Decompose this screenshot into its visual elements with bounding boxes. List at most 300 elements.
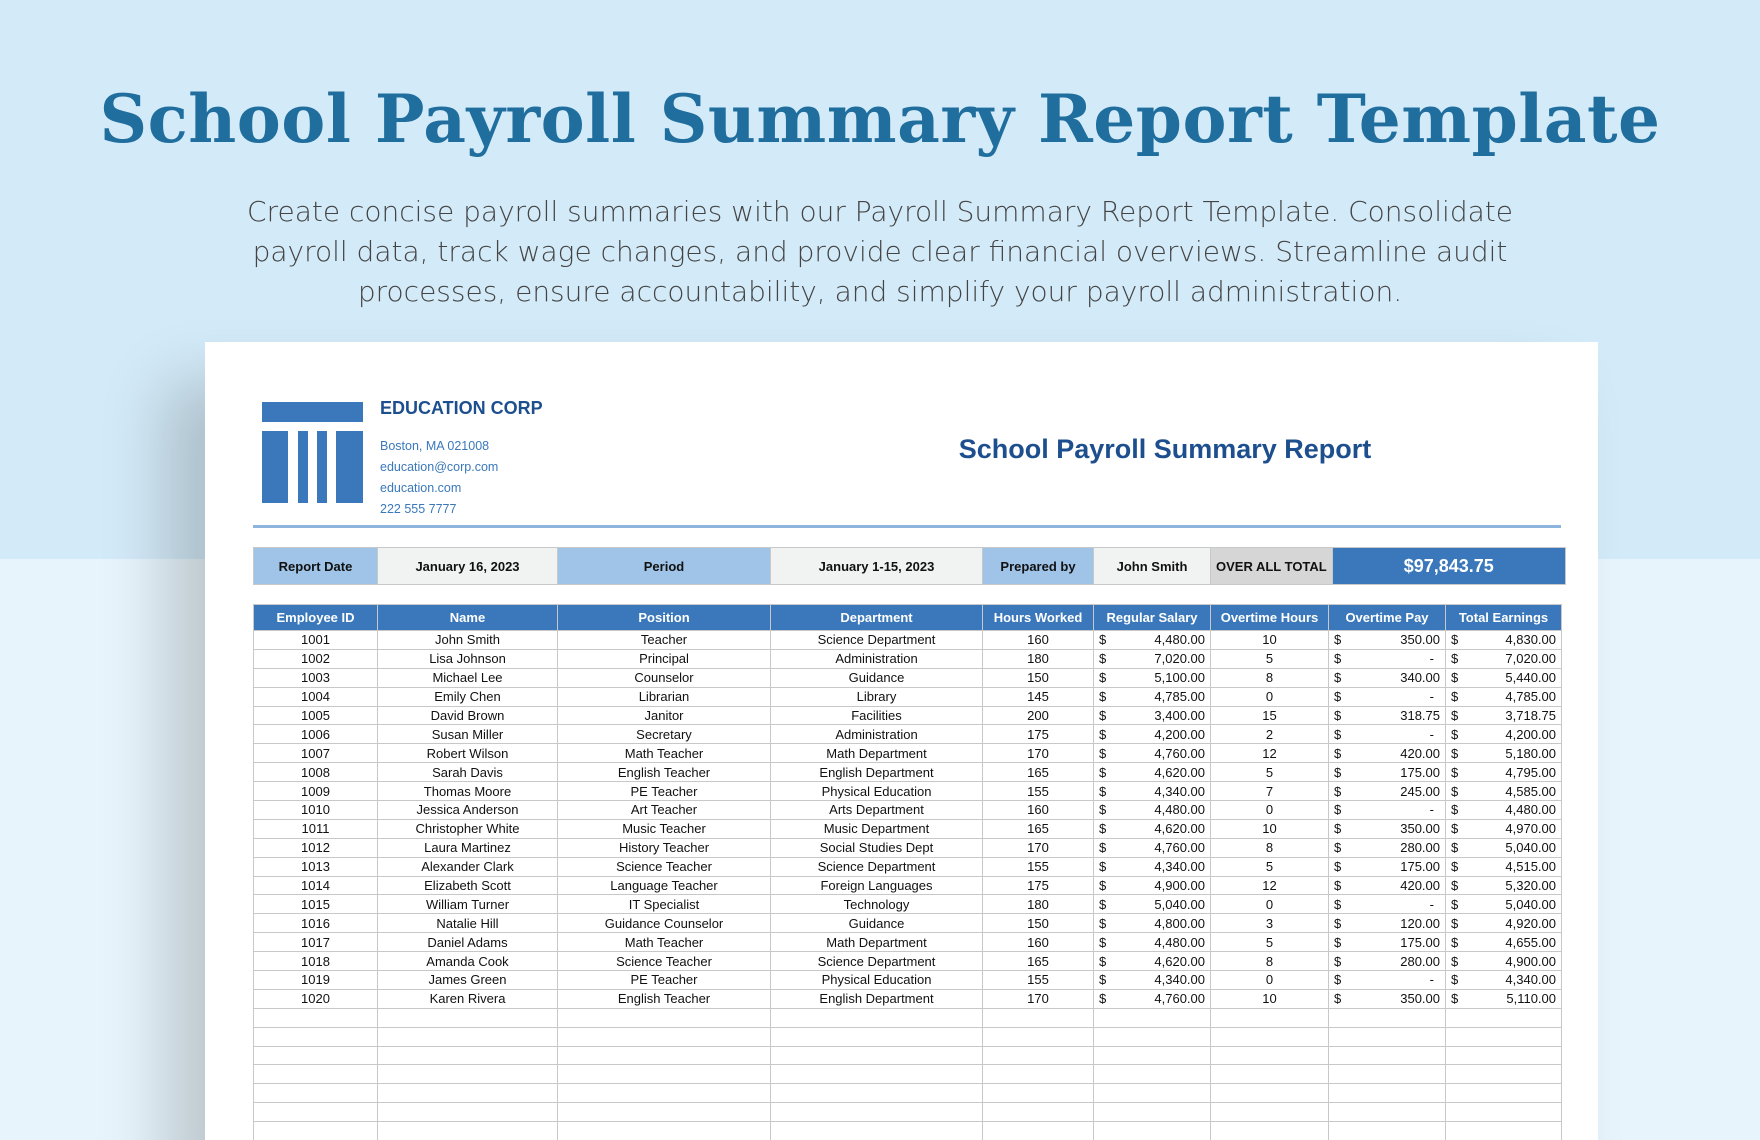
cell-position[interactable]: Science Teacher (558, 857, 771, 876)
cell-total-earnings[interactable] (1446, 989, 1562, 1008)
empty-cell[interactable] (983, 1065, 1094, 1084)
cell-regular-salary[interactable] (1094, 952, 1211, 971)
cell-position[interactable]: PE Teacher (558, 782, 771, 801)
cell-overtime-hours[interactable]: 5 (1211, 649, 1329, 668)
table-row (254, 782, 1562, 801)
cell-employee-id[interactable]: 1015 (254, 895, 378, 914)
cell-regular-salary[interactable] (1094, 687, 1211, 706)
empty-cell[interactable] (771, 1084, 983, 1103)
cell-total-earnings[interactable] (1446, 687, 1562, 706)
cell-hours-worked[interactable]: 155 (983, 971, 1094, 990)
cell-position[interactable]: English Teacher (558, 989, 771, 1008)
cell-total-earnings[interactable] (1446, 876, 1562, 895)
cell-name[interactable]: Michael Lee (378, 668, 558, 687)
empty-cell[interactable] (378, 1103, 558, 1122)
currency-symbol: $ (1099, 745, 1107, 761)
cell-department[interactable]: Physical Education (771, 971, 983, 990)
cell-regular-salary[interactable] (1094, 668, 1211, 687)
empty-cell[interactable] (254, 1046, 378, 1065)
cell-hours-worked[interactable]: 165 (983, 952, 1094, 971)
cell-total-earnings[interactable] (1446, 706, 1562, 725)
cell-regular-salary[interactable] (1094, 631, 1211, 650)
cell-name[interactable]: Daniel Adams (378, 933, 558, 952)
empty-cell[interactable] (983, 1084, 1094, 1103)
cell-employee-id[interactable]: 1016 (254, 914, 378, 933)
currency-symbol: $ (1099, 708, 1107, 723)
currency-symbol: $ (1451, 764, 1459, 780)
empty-cell[interactable] (1211, 1065, 1329, 1084)
empty-cell[interactable] (1211, 1027, 1329, 1046)
cell-department[interactable]: Math Department (771, 933, 983, 952)
cell-overtime-hours[interactable]: 8 (1211, 668, 1329, 687)
empty-cell[interactable] (1094, 1084, 1211, 1103)
cell-position[interactable]: Secretary (558, 725, 771, 744)
cell-overtime-hours[interactable]: 5 (1211, 857, 1329, 876)
cell-employee-id[interactable]: 1020 (254, 989, 378, 1008)
cell-hours-worked[interactable]: 155 (983, 782, 1094, 801)
cell-name[interactable]: Karen Rivera (378, 989, 558, 1008)
currency-symbol: $ (1451, 670, 1459, 686)
cell-position[interactable]: Math Teacher (558, 744, 771, 763)
cell-total-earnings[interactable] (1446, 744, 1562, 763)
cell-overtime-hours[interactable]: 12 (1211, 744, 1329, 763)
cell-name[interactable]: Lisa Johnson (378, 649, 558, 668)
company-logo-icon (262, 402, 363, 503)
cell-hours-worked[interactable]: 155 (983, 857, 1094, 876)
amount: 4,585.00 (1505, 783, 1556, 799)
cell-hours-worked[interactable]: 170 (983, 989, 1094, 1008)
report-date-value[interactable]: January 16, 2023 (378, 548, 558, 585)
empty-cell[interactable] (1446, 1084, 1562, 1103)
cell-department[interactable]: Science Department (771, 857, 983, 876)
cell-regular-salary[interactable] (1094, 725, 1211, 744)
cell-overtime-hours[interactable]: 0 (1211, 687, 1329, 706)
cell-department[interactable]: Arts Department (771, 801, 983, 820)
cell-overtime-pay[interactable] (1329, 782, 1446, 801)
empty-cell[interactable] (558, 1046, 771, 1065)
cell-overtime-hours[interactable]: 10 (1211, 819, 1329, 838)
empty-cell[interactable] (378, 1065, 558, 1084)
cell-hours-worked[interactable]: 145 (983, 687, 1094, 706)
cell-hours-worked[interactable]: 165 (983, 819, 1094, 838)
cell-overtime-hours[interactable]: 5 (1211, 933, 1329, 952)
cell-overtime-hours[interactable]: 5 (1211, 763, 1329, 782)
currency-symbol: $ (1334, 953, 1342, 969)
cell-total-earnings[interactable] (1446, 763, 1562, 782)
cell-hours-worked[interactable]: 170 (983, 838, 1094, 857)
payroll-table (253, 604, 1562, 1140)
cell-hours-worked[interactable]: 165 (983, 763, 1094, 782)
cell-name[interactable]: John Smith (378, 631, 558, 650)
currency-symbol: $ (1099, 953, 1107, 969)
cell-employee-id[interactable]: 1010 (254, 801, 378, 820)
cell-overtime-pay[interactable] (1329, 971, 1446, 990)
empty-cell[interactable] (1329, 1084, 1446, 1103)
cell-employee-id[interactable]: 1017 (254, 933, 378, 952)
cell-overtime-pay[interactable] (1329, 744, 1446, 763)
cell-name[interactable]: Elizabeth Scott (378, 876, 558, 895)
cell-overtime-hours[interactable]: 0 (1211, 895, 1329, 914)
empty-cell[interactable] (254, 1084, 378, 1103)
cell-name[interactable]: James Green (378, 971, 558, 990)
empty-cell[interactable] (558, 1008, 771, 1027)
cell-hours-worked[interactable]: 160 (983, 801, 1094, 820)
empty-cell[interactable] (1329, 1046, 1446, 1065)
currency-symbol: $ (1099, 878, 1107, 894)
empty-cell[interactable] (1211, 1122, 1329, 1140)
empty-cell[interactable] (1094, 1008, 1211, 1027)
cell-overtime-pay[interactable] (1329, 706, 1446, 725)
currency-symbol: $ (1451, 689, 1459, 705)
cell-employee-id[interactable]: 1014 (254, 876, 378, 895)
column-header-hours-worked[interactable]: Hours Worked (983, 605, 1094, 631)
cell-employee-id[interactable]: 1007 (254, 744, 378, 763)
empty-cell[interactable] (254, 1122, 378, 1140)
cell-department[interactable]: Guidance (771, 914, 983, 933)
column-header-regular-salary[interactable]: Regular Salary (1094, 605, 1211, 631)
empty-cell[interactable] (983, 1008, 1094, 1027)
empty-cell[interactable] (1211, 1084, 1329, 1103)
cell-regular-salary[interactable] (1094, 744, 1211, 763)
cell-position[interactable]: IT Specialist (558, 895, 771, 914)
currency-symbol: $ (1099, 632, 1107, 648)
cell-name[interactable]: Natalie Hill (378, 914, 558, 933)
currency-symbol: $ (1099, 896, 1107, 912)
cell-overtime-pay[interactable] (1329, 838, 1446, 857)
cell-overtime-hours[interactable]: 3 (1211, 914, 1329, 933)
currency-symbol: $ (1451, 840, 1459, 856)
cell-name[interactable]: Alexander Clark (378, 857, 558, 876)
cell-hours-worked[interactable]: 160 (983, 933, 1094, 952)
cell-hours-worked[interactable]: 170 (983, 744, 1094, 763)
cell-regular-salary[interactable] (1094, 989, 1211, 1008)
currency-symbol: $ (1451, 783, 1459, 799)
amount: 4,655.00 (1505, 934, 1556, 950)
empty-cell[interactable] (558, 1065, 771, 1084)
cell-position[interactable]: Art Teacher (558, 801, 771, 820)
cell-name[interactable]: Emily Chen (378, 687, 558, 706)
empty-cell[interactable] (1329, 1065, 1446, 1084)
cell-employee-id[interactable]: 1003 (254, 668, 378, 687)
empty-cell[interactable] (1446, 1065, 1562, 1084)
cell-employee-id[interactable]: 1004 (254, 687, 378, 706)
cell-total-earnings[interactable] (1446, 933, 1562, 952)
cell-name[interactable]: David Brown (378, 706, 558, 725)
column-header-name[interactable]: Name (378, 605, 558, 631)
cell-hours-worked[interactable]: 175 (983, 725, 1094, 744)
cell-department[interactable]: Administration (771, 649, 983, 668)
cell-department[interactable]: Administration (771, 725, 983, 744)
cell-overtime-hours[interactable]: 7 (1211, 782, 1329, 801)
currency-symbol: $ (1099, 859, 1107, 875)
cell-hours-worked[interactable]: 180 (983, 895, 1094, 914)
empty-cell[interactable] (1211, 1008, 1329, 1027)
amount: 5,440.00 (1505, 670, 1556, 686)
cell-department[interactable]: Facilities (771, 706, 983, 725)
empty-cell[interactable] (1329, 1103, 1446, 1122)
cell-department[interactable]: Guidance (771, 668, 983, 687)
amount: 4,900.00 (1154, 878, 1205, 894)
cell-overtime-hours[interactable]: 10 (1211, 989, 1329, 1008)
cell-position[interactable]: Science Teacher (558, 952, 771, 971)
cell-name[interactable]: Laura Martinez (378, 838, 558, 857)
empty-cell[interactable] (1329, 1027, 1446, 1046)
empty-cell[interactable] (254, 1008, 378, 1027)
cell-department[interactable]: English Department (771, 763, 983, 782)
cell-overtime-pay[interactable] (1329, 989, 1446, 1008)
cell-hours-worked[interactable]: 150 (983, 914, 1094, 933)
empty-cell[interactable] (1211, 1103, 1329, 1122)
currency-symbol: $ (1099, 783, 1107, 799)
empty-cell[interactable] (1094, 1065, 1211, 1084)
cell-employee-id[interactable]: 1009 (254, 782, 378, 801)
cell-position[interactable]: Librarian (558, 687, 771, 706)
empty-cell[interactable] (558, 1084, 771, 1103)
cell-regular-salary[interactable] (1094, 971, 1211, 990)
cell-overtime-pay[interactable] (1329, 668, 1446, 687)
cell-name[interactable]: Susan Miller (378, 725, 558, 744)
empty-row (254, 1046, 1562, 1065)
cell-position[interactable]: English Teacher (558, 763, 771, 782)
column-header-employee-id[interactable]: Employee ID (254, 605, 378, 631)
cell-department[interactable]: Foreign Languages (771, 876, 983, 895)
cell-regular-salary[interactable] (1094, 782, 1211, 801)
empty-cell[interactable] (378, 1122, 558, 1140)
empty-cell[interactable] (1329, 1008, 1446, 1027)
table-row (254, 876, 1562, 895)
cell-total-earnings[interactable] (1446, 649, 1562, 668)
cell-department[interactable]: Social Studies Dept (771, 838, 983, 857)
cell-overtime-pay[interactable] (1329, 914, 1446, 933)
amount: 175.00 (1400, 934, 1440, 950)
currency-symbol: $ (1451, 972, 1459, 988)
cell-name[interactable]: Robert Wilson (378, 744, 558, 763)
empty-cell[interactable] (771, 1008, 983, 1027)
empty-row (254, 1084, 1562, 1103)
column-header-department[interactable]: Department (771, 605, 983, 631)
cell-hours-worked[interactable]: 180 (983, 649, 1094, 668)
cell-employee-id[interactable]: 1001 (254, 631, 378, 650)
cell-name[interactable]: Christopher White (378, 819, 558, 838)
cell-department[interactable]: Technology (771, 895, 983, 914)
empty-cell[interactable] (983, 1046, 1094, 1065)
cell-total-earnings[interactable] (1446, 631, 1562, 650)
cell-hours-worked[interactable]: 160 (983, 631, 1094, 650)
empty-cell[interactable] (771, 1122, 983, 1140)
cell-overtime-hours[interactable]: 12 (1211, 876, 1329, 895)
empty-cell[interactable] (1446, 1046, 1562, 1065)
empty-cell[interactable] (771, 1103, 983, 1122)
cell-position[interactable]: Teacher (558, 631, 771, 650)
cell-position[interactable]: Janitor (558, 706, 771, 725)
cell-overtime-pay[interactable] (1329, 876, 1446, 895)
company-website[interactable]: education.com (380, 481, 462, 495)
cell-regular-salary[interactable] (1094, 706, 1211, 725)
empty-cell[interactable] (983, 1027, 1094, 1046)
empty-cell[interactable] (983, 1103, 1094, 1122)
cell-hours-worked[interactable]: 150 (983, 668, 1094, 687)
cell-overtime-hours[interactable]: 0 (1211, 801, 1329, 820)
cell-department[interactable]: Math Department (771, 744, 983, 763)
cell-overtime-pay[interactable] (1329, 763, 1446, 782)
cell-position[interactable]: Counselor (558, 668, 771, 687)
cell-overtime-pay[interactable] (1329, 801, 1446, 820)
cell-department[interactable]: Science Department (771, 952, 983, 971)
cell-total-earnings[interactable] (1446, 801, 1562, 820)
cell-position[interactable]: Guidance Counselor (558, 914, 771, 933)
cell-total-earnings[interactable] (1446, 952, 1562, 971)
cell-hours-worked[interactable]: 200 (983, 706, 1094, 725)
cell-regular-salary[interactable] (1094, 933, 1211, 952)
table-row (254, 838, 1562, 857)
amount: 245.00 (1400, 783, 1440, 799)
cell-department[interactable]: Library (771, 687, 983, 706)
empty-cell[interactable] (558, 1027, 771, 1046)
amount: 5,040.00 (1505, 840, 1556, 856)
amount: 4,785.00 (1505, 689, 1556, 705)
cell-position[interactable]: Principal (558, 649, 771, 668)
cell-employee-id[interactable]: 1012 (254, 838, 378, 857)
currency-symbol: $ (1334, 934, 1342, 950)
cell-employee-id[interactable]: 1008 (254, 763, 378, 782)
cell-name[interactable]: William Turner (378, 895, 558, 914)
cell-regular-salary[interactable] (1094, 895, 1211, 914)
empty-cell[interactable] (1094, 1046, 1211, 1065)
cell-overtime-pay[interactable] (1329, 895, 1446, 914)
cell-department[interactable]: English Department (771, 989, 983, 1008)
cell-regular-salary[interactable] (1094, 876, 1211, 895)
currency-symbol: $ (1451, 802, 1459, 818)
empty-cell[interactable] (254, 1027, 378, 1046)
cell-employee-id[interactable]: 1019 (254, 971, 378, 990)
cell-total-earnings[interactable] (1446, 725, 1562, 744)
empty-cell[interactable] (378, 1046, 558, 1065)
cell-position[interactable]: History Teacher (558, 838, 771, 857)
cell-overtime-hours[interactable]: 8 (1211, 838, 1329, 857)
empty-cell[interactable] (1329, 1122, 1446, 1140)
empty-cell[interactable] (1094, 1103, 1211, 1122)
table-row (254, 914, 1562, 933)
cell-total-earnings[interactable] (1446, 782, 1562, 801)
table-row (254, 819, 1562, 838)
currency-symbol: $ (1334, 764, 1342, 780)
cell-regular-salary[interactable] (1094, 649, 1211, 668)
cell-position[interactable]: Music Teacher (558, 819, 771, 838)
cell-employee-id[interactable]: 1011 (254, 819, 378, 838)
cell-overtime-pay[interactable] (1329, 725, 1446, 744)
column-header-position[interactable]: Position (558, 605, 771, 631)
cell-total-earnings[interactable] (1446, 838, 1562, 857)
cell-total-earnings[interactable] (1446, 857, 1562, 876)
empty-cell[interactable] (1446, 1103, 1562, 1122)
cell-regular-salary[interactable] (1094, 819, 1211, 838)
cell-regular-salary[interactable] (1094, 763, 1211, 782)
cell-employee-id[interactable]: 1018 (254, 952, 378, 971)
empty-cell[interactable] (771, 1046, 983, 1065)
empty-cell[interactable] (1446, 1027, 1562, 1046)
cell-name[interactable]: Amanda Cook (378, 952, 558, 971)
column-header-total-earnings[interactable]: Total Earnings (1446, 605, 1562, 631)
empty-cell[interactable] (378, 1084, 558, 1103)
cell-overtime-pay[interactable] (1329, 631, 1446, 650)
cell-position[interactable]: Language Teacher (558, 876, 771, 895)
cell-employee-id[interactable]: 1006 (254, 725, 378, 744)
empty-cell[interactable] (558, 1122, 771, 1140)
cell-overtime-pay[interactable] (1329, 819, 1446, 838)
cell-overtime-hours[interactable]: 8 (1211, 952, 1329, 971)
empty-cell[interactable] (558, 1103, 771, 1122)
cell-overtime-hours[interactable]: 10 (1211, 631, 1329, 650)
cell-overtime-pay[interactable] (1329, 933, 1446, 952)
currency-symbol: $ (1334, 708, 1342, 723)
cell-position[interactable]: Math Teacher (558, 933, 771, 952)
empty-cell[interactable] (983, 1122, 1094, 1140)
currency-symbol: $ (1334, 651, 1342, 667)
page-title: School Payroll Summary Report Template (99, 80, 1661, 158)
cell-regular-salary[interactable] (1094, 838, 1211, 857)
empty-cell[interactable] (254, 1065, 378, 1084)
empty-cell[interactable] (378, 1008, 558, 1027)
cell-regular-salary[interactable] (1094, 801, 1211, 820)
amount: 4,830.00 (1505, 632, 1556, 648)
amount: 4,340.00 (1505, 972, 1556, 988)
empty-cell[interactable] (254, 1103, 378, 1122)
currency-symbol: $ (1334, 689, 1342, 705)
table-row (254, 971, 1562, 990)
amount: 5,110.00 (1506, 991, 1556, 1007)
cell-total-earnings[interactable] (1446, 914, 1562, 933)
cell-department[interactable]: Music Department (771, 819, 983, 838)
cell-department[interactable]: Physical Education (771, 782, 983, 801)
cell-overtime-pay[interactable] (1329, 687, 1446, 706)
cell-employee-id[interactable]: 1013 (254, 857, 378, 876)
cell-overtime-pay[interactable] (1329, 649, 1446, 668)
cell-overtime-hours[interactable]: 0 (1211, 971, 1329, 990)
cell-overtime-hours[interactable]: 15 (1211, 706, 1329, 725)
column-header-overtime-pay[interactable]: Overtime Pay (1329, 605, 1446, 631)
column-header-overtime-hours[interactable]: Overtime Hours (1211, 605, 1329, 631)
cell-total-earnings[interactable] (1446, 971, 1562, 990)
empty-cell[interactable] (1094, 1027, 1211, 1046)
empty-cell[interactable] (771, 1065, 983, 1084)
cell-name[interactable]: Thomas Moore (378, 782, 558, 801)
empty-cell[interactable] (1446, 1122, 1562, 1140)
cell-employee-id[interactable]: 1002 (254, 649, 378, 668)
cell-regular-salary[interactable] (1094, 914, 1211, 933)
cell-name[interactable]: Jessica Anderson (378, 801, 558, 820)
cell-overtime-pay[interactable] (1329, 952, 1446, 971)
cell-name[interactable]: Sarah Davis (378, 763, 558, 782)
empty-cell[interactable] (1094, 1122, 1211, 1140)
cell-total-earnings[interactable] (1446, 895, 1562, 914)
company-email[interactable]: education@corp.com (380, 460, 499, 474)
cell-hours-worked[interactable]: 175 (983, 876, 1094, 895)
period-value[interactable]: January 1-15, 2023 (771, 548, 983, 585)
cell-employee-id[interactable]: 1005 (254, 706, 378, 725)
cell-total-earnings[interactable] (1446, 668, 1562, 687)
cell-position[interactable]: PE Teacher (558, 971, 771, 990)
cell-overtime-pay[interactable] (1329, 857, 1446, 876)
empty-cell[interactable] (1211, 1046, 1329, 1065)
cell-regular-salary[interactable] (1094, 857, 1211, 876)
empty-cell[interactable] (378, 1027, 558, 1046)
cell-total-earnings[interactable] (1446, 819, 1562, 838)
prepared-by-value[interactable]: John Smith (1094, 548, 1211, 585)
empty-cell[interactable] (771, 1027, 983, 1046)
cell-department[interactable]: Science Department (771, 631, 983, 650)
empty-cell[interactable] (1446, 1008, 1562, 1027)
cell-overtime-hours[interactable]: 2 (1211, 725, 1329, 744)
